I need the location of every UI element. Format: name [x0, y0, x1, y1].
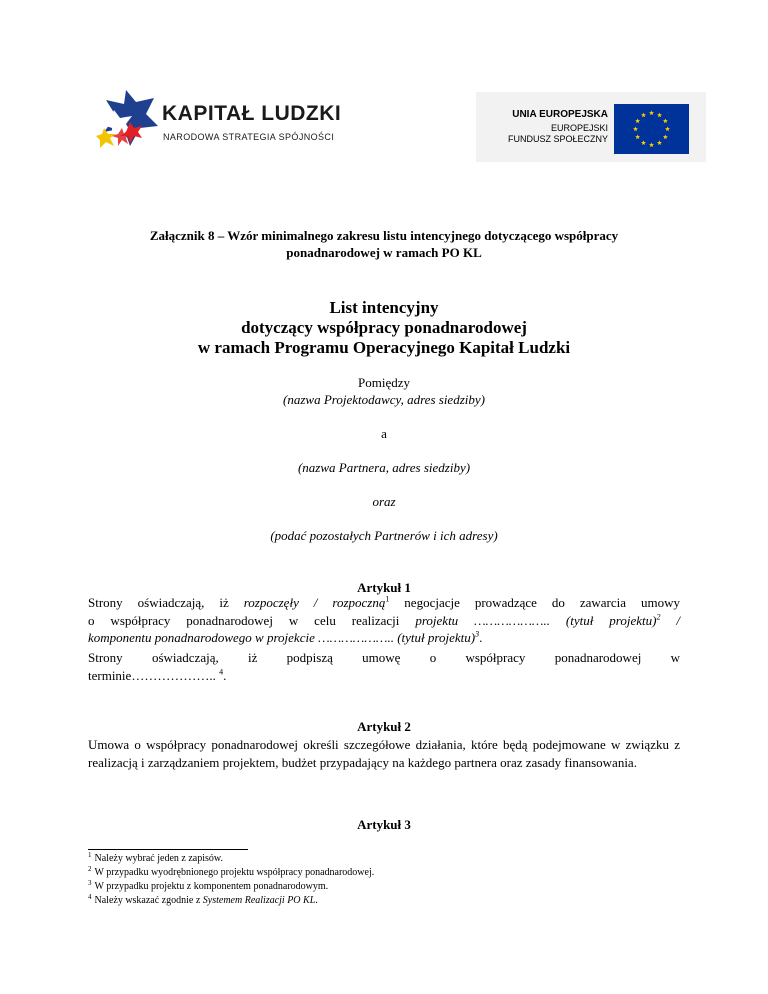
article1-p2-line1: Strony oświadczają, iż podpiszą umowę o współpracy ponadnarodowej w [88, 650, 680, 665]
footnote-ref-3: 3 [475, 629, 480, 639]
parties-partner: (nazwa Partnera, adres siedziby) [297, 460, 471, 475]
article1-p1-line3: komponentu ponadnarodowego w projekcie ……………….. (tytuł projektu)$^3$. [88, 629, 483, 645]
kapital-ludzki-logo [96, 88, 356, 158]
footnote-separator [88, 849, 248, 850]
main-title-line3: w ramach Programu Operacyjnego Kapitał Ludzki [197, 338, 571, 357]
eu-logo-line3: FUNDUSZ SPOŁECZNY [507, 134, 608, 144]
article1-p1-line2: o współpracy ponadnarodowej w celu realizacji projektu ……………….. (tytuł projektu)$^2$ / [88, 612, 680, 628]
footnote-ref-4: 4 [219, 667, 224, 677]
article1-heading: Artykuł 1 [357, 580, 411, 595]
eu-flag-icon [614, 104, 689, 154]
kapital-ludzki-stars-icon [96, 88, 160, 152]
eu-logo-line2: EUROPEJSKI [550, 123, 608, 133]
main-title-line2: dotyczący współpracy ponadnarodowej [241, 318, 527, 337]
article1-p2-line2: terminie……………….. $^4$. [88, 667, 227, 683]
parties-others: (podać pozostałych Partnerów i ich adresy) [270, 528, 498, 543]
footnote-3: $^3$ W przypadku projektu z komponentem ponadnarodowym. [88, 878, 329, 892]
article1-paragraph2 [88, 649, 680, 684]
article2-heading: Artykuł 2 [357, 719, 411, 734]
footnote-2: $^2$ W przypadku wyodrębnionego projektu współpracy ponadnarodowej. [88, 864, 375, 878]
article1-paragraph1 [88, 594, 680, 647]
kapital-ludzki-title: KAPITAŁ LUDZKI [162, 102, 342, 125]
parties-promoter: (nazwa Projektodawcy, adres siedziby) [283, 392, 485, 407]
parties-also: oraz [372, 494, 396, 509]
footnote-ref-2: 2 [656, 612, 661, 622]
eu-logo-line1: UNIA EUROPEJSKA [512, 109, 608, 120]
footnote-4: $^4$ Należy wskazać zgodnie z Systemem Realizacji PO KL. [88, 892, 318, 906]
parties-between: Pomiędzy [358, 375, 410, 390]
parties-and: a [381, 426, 387, 441]
annex-title-line1: Załącznik 8 – Wzór minimalnego zakresu listu intencyjnego dotyczącego współpracy [149, 228, 619, 243]
eu-logo [476, 92, 706, 162]
kapital-ludzki-subtitle: NARODOWA STRATEGIA SPÓJNOŚCI [163, 132, 335, 142]
annex-title-line2: ponadnarodowej w ramach PO KL [286, 245, 482, 260]
main-title-line1: List intencyjny [329, 298, 439, 317]
article2-text: Umowa o współpracy ponadnarodowej określi szczegółowe działania, które będą podejmowane w związku z realizacją i zarządzaniem projektem, budżet przypadający na każdego partnera oraz zasady finansowania. [88, 737, 680, 770]
article3-heading: Artykuł 3 [357, 817, 411, 832]
footnote-ref-1: 1 [385, 594, 390, 604]
footnote-1: $^1$ Należy wybrać jeden z zapisów. [88, 850, 223, 864]
article1-p1-line1: Strony oświadczają, iż rozpoczęły / rozpoczną$^1$ negocjacje prowadzące do zawarcia umowy [88, 594, 680, 610]
